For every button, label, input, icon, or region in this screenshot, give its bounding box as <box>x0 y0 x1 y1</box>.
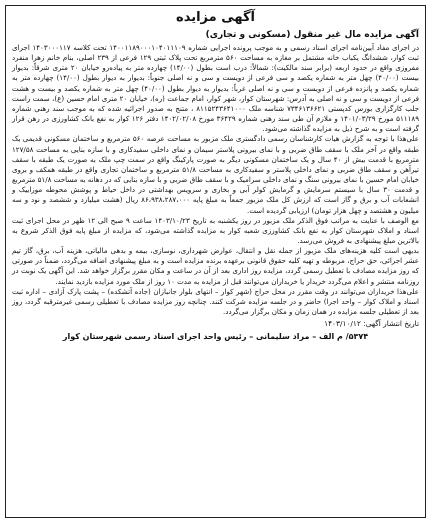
publish-date: تاریخ انتشار آگهی: ۱۴۰۳/۱۰/۱۲ <box>324 319 419 329</box>
notice-title: آگهی مزایده <box>176 10 255 25</box>
notice-heading: آگهی مزایده مال غیر منقول (مسکونی و تجاری) <box>205 30 419 40</box>
notice-paragraph-2: علی‌هذا با توجه به گزارش هیات کارشناسان رسمی دادگستری ملک مزبور به مساحت عرصه ۵۶۰ مترمربع و ساختمان مسکونی قدیمی یک طبقه واقع در آخر ملک با سقف طاق ضربی و با نمای بیرونی پلاستر سیمان و نمای داخلی سفیدکاری و با سازه بنایی به مساحت ۱۲۷/۵۸ مترمربع با قدمت بیش از ۴۰ سال و یک ساختمان مسکونی دیگر به صورت پارکینگ واقع در سمت چپ ملک به صورت یک طبقه با سقف تیرآهن و سقف طاق ضربی و نمای داخلی پلاستر و سفیدکاری به مساحت ۵۱/۸ مترمربع و ساختمان تجاری واقع در طبقه همکف و بروی خیابان امام حسین با نمای بیرونی سنگ و نمای داخلی سرامیک و با سقف طاق ضربی و با سازه بنایی که در دهانه به مساحت ۵۱/۸ مترمربع و قدمت ۳۰ سال با سیستم سرمایش و گرمایش کولر آبی و بخاری و سرویس بهداشتی در داخل حیاط و پوشش محوطه موزاییک و انشعابات آب و برق و گاز است که ارزش کل ملک مزبور جمعاً به مبلغ پایه ۸۶،۹۳۸،۲۸۷،۰۰۰ ریال (هشت میلیارد و ششصد و نود و سه میلیون و هشتصد و چهل هزار تومان) ارزیابی گردیده است. <box>12 134 420 215</box>
notice-paragraph-1: در اجرای مفاد آیین‌نامه اجرای اسناد رسمی و به موجب پرونده اجرایی شماره ۱۴۰۰۱۱۸۹۰۰۰۱۰۴۰۱۱۱۰۹ تحت کلاسه ۱۴۰۳۰۰۰۱۱۷ اجرای ثبت کوار، ششدانگ یکباب خانه مشتمل بر مغازه به مساحت ۵۶۰ مترمربع تحت پلاک ثبتی ۱۲۹ فرعی از ۲۳۹ اصلی، بنام خانم زهرا منفرد مفروزی واقع در حدود اربعه (برابر سند مالکیت): شمالاً: درب است بطول (۱۴/۰۰) چهارده متر به پیاده‌رو خیابان ۲۰ متری شرقاً: بدیوار بیست (۴۰/۰۰) چهل متر به شماره یکصد و سی فرعی از دویست و سی و نه اصلی جنوباً: بدیوار به دیوار بطول (۱۴/۰۰) چهارده متر به شماره یکصد و پانزده فرعی از دویست و سی و نه اصلی غرباً: بدیوار به دیوار بطول (۴۰/۰۰) چهل متر به شماره یکصد و بیست و هشت فرعی از دویست و سی و نه اصلی به آدرس: شهرستان کوار، شهر کوار، امام جماعت (ره)، خیابان ۲۰ متری امام حسین (ع)، سمت راست جلب کارگزاری بورس کدپستی ۷۳۴۶۱۳۶۶۲۱ شناسه ملک ۸۱۱۵۲۴۳۶۴۱۰۰۰ ، متنج به صدور اجرائیه شده که به موجب سند رهنی شماره ۵۱۱۱۸۹ مورخ ۱۴۰۱/۰۳/۲۹ و ملازم آن طی سند رهنی شماره ۳۶۴۲۹ مورخ ۱۴۰۲/۰۲/۰۸ دفتر ۱۲۶ کوار به نفع بانک کشاورزی در رهن قرار گرفته است و به شرح ذیل به مزایده گذاشته می‌شود. <box>12 43 420 134</box>
notice-panel <box>5 5 426 518</box>
notice-paragraph-5: علی‌هذا خریداران می‌توانند در وقت مقرر در محل حراج (شهر کوار – انتهای بلوار جانبازان (جاده آتشکده) – پشت پارک آزادی – اداره ثبت اسناد و املاک کوار – واحد اجرا) حاضر و در جلسه مزایده شرکت کنند. چنانچه روز مزایده مصادف با تعطیلی رسمی غیرمترقبه گردد، روز بعد از تعطیلی جلسه مزایده در همان زمان و مکان برگزار می‌گردد. <box>12 286 419 317</box>
notice-paragraph-3: مع الوصف با عنایت به مراتب فوق الذکر ملک مزبور در روز یکشنبه به تاریخ ۱۴۰۳/۱۰/۲۳ ساعت ۹ صبح الی ۱۲ ظهر در محل اجرای ثبت اسناد و املاک شهرستان کوار به نفع بانک کشاورزی شعبه کوار به مزایده گذاشته می‌شود، که مزایده از مبلغ پایه فوق الذکر شروع به بالاترین مبلغ پیشنهادی به فروش می‌رسد. <box>12 215 419 245</box>
notice-footer-signature: ۵۳۷۴/ م الف – مراد سلیمانی – رئیس واحد اجرای اسناد رسمی شهرستان کوار <box>62 332 369 342</box>
notice-paragraph-4: بدیهی است کلیه هزینه‌های ملک مزبور از جمله نقل و انتقال، عوارض شهرداری، نوسازی، بیمه و بدهی مالیاتی، هزینه آب، برق، گاز تیم عشر اجرائی، حق حراج، مربوطه و تهیه کلیه حقوق قانونی برعهده برنده مزایده است و به مبلغ پیشنهادی اضافه می‌گردد، ضمناً در صورتی که روز مزایده مصادف با تعطیل رسمی گردد، مزایده روز اداری بعد از آن در ساعت و مکان مقرر برگزار خواهد شد. این آگهی یک نوبت در روزنامه منتشر و اعلام می‌گردد خریدار یا خریداران می‌توانند قبل از مزایده به مدت ۱۰ روز از ملک مورد مزایده بازدید نمایند. <box>12 246 419 286</box>
